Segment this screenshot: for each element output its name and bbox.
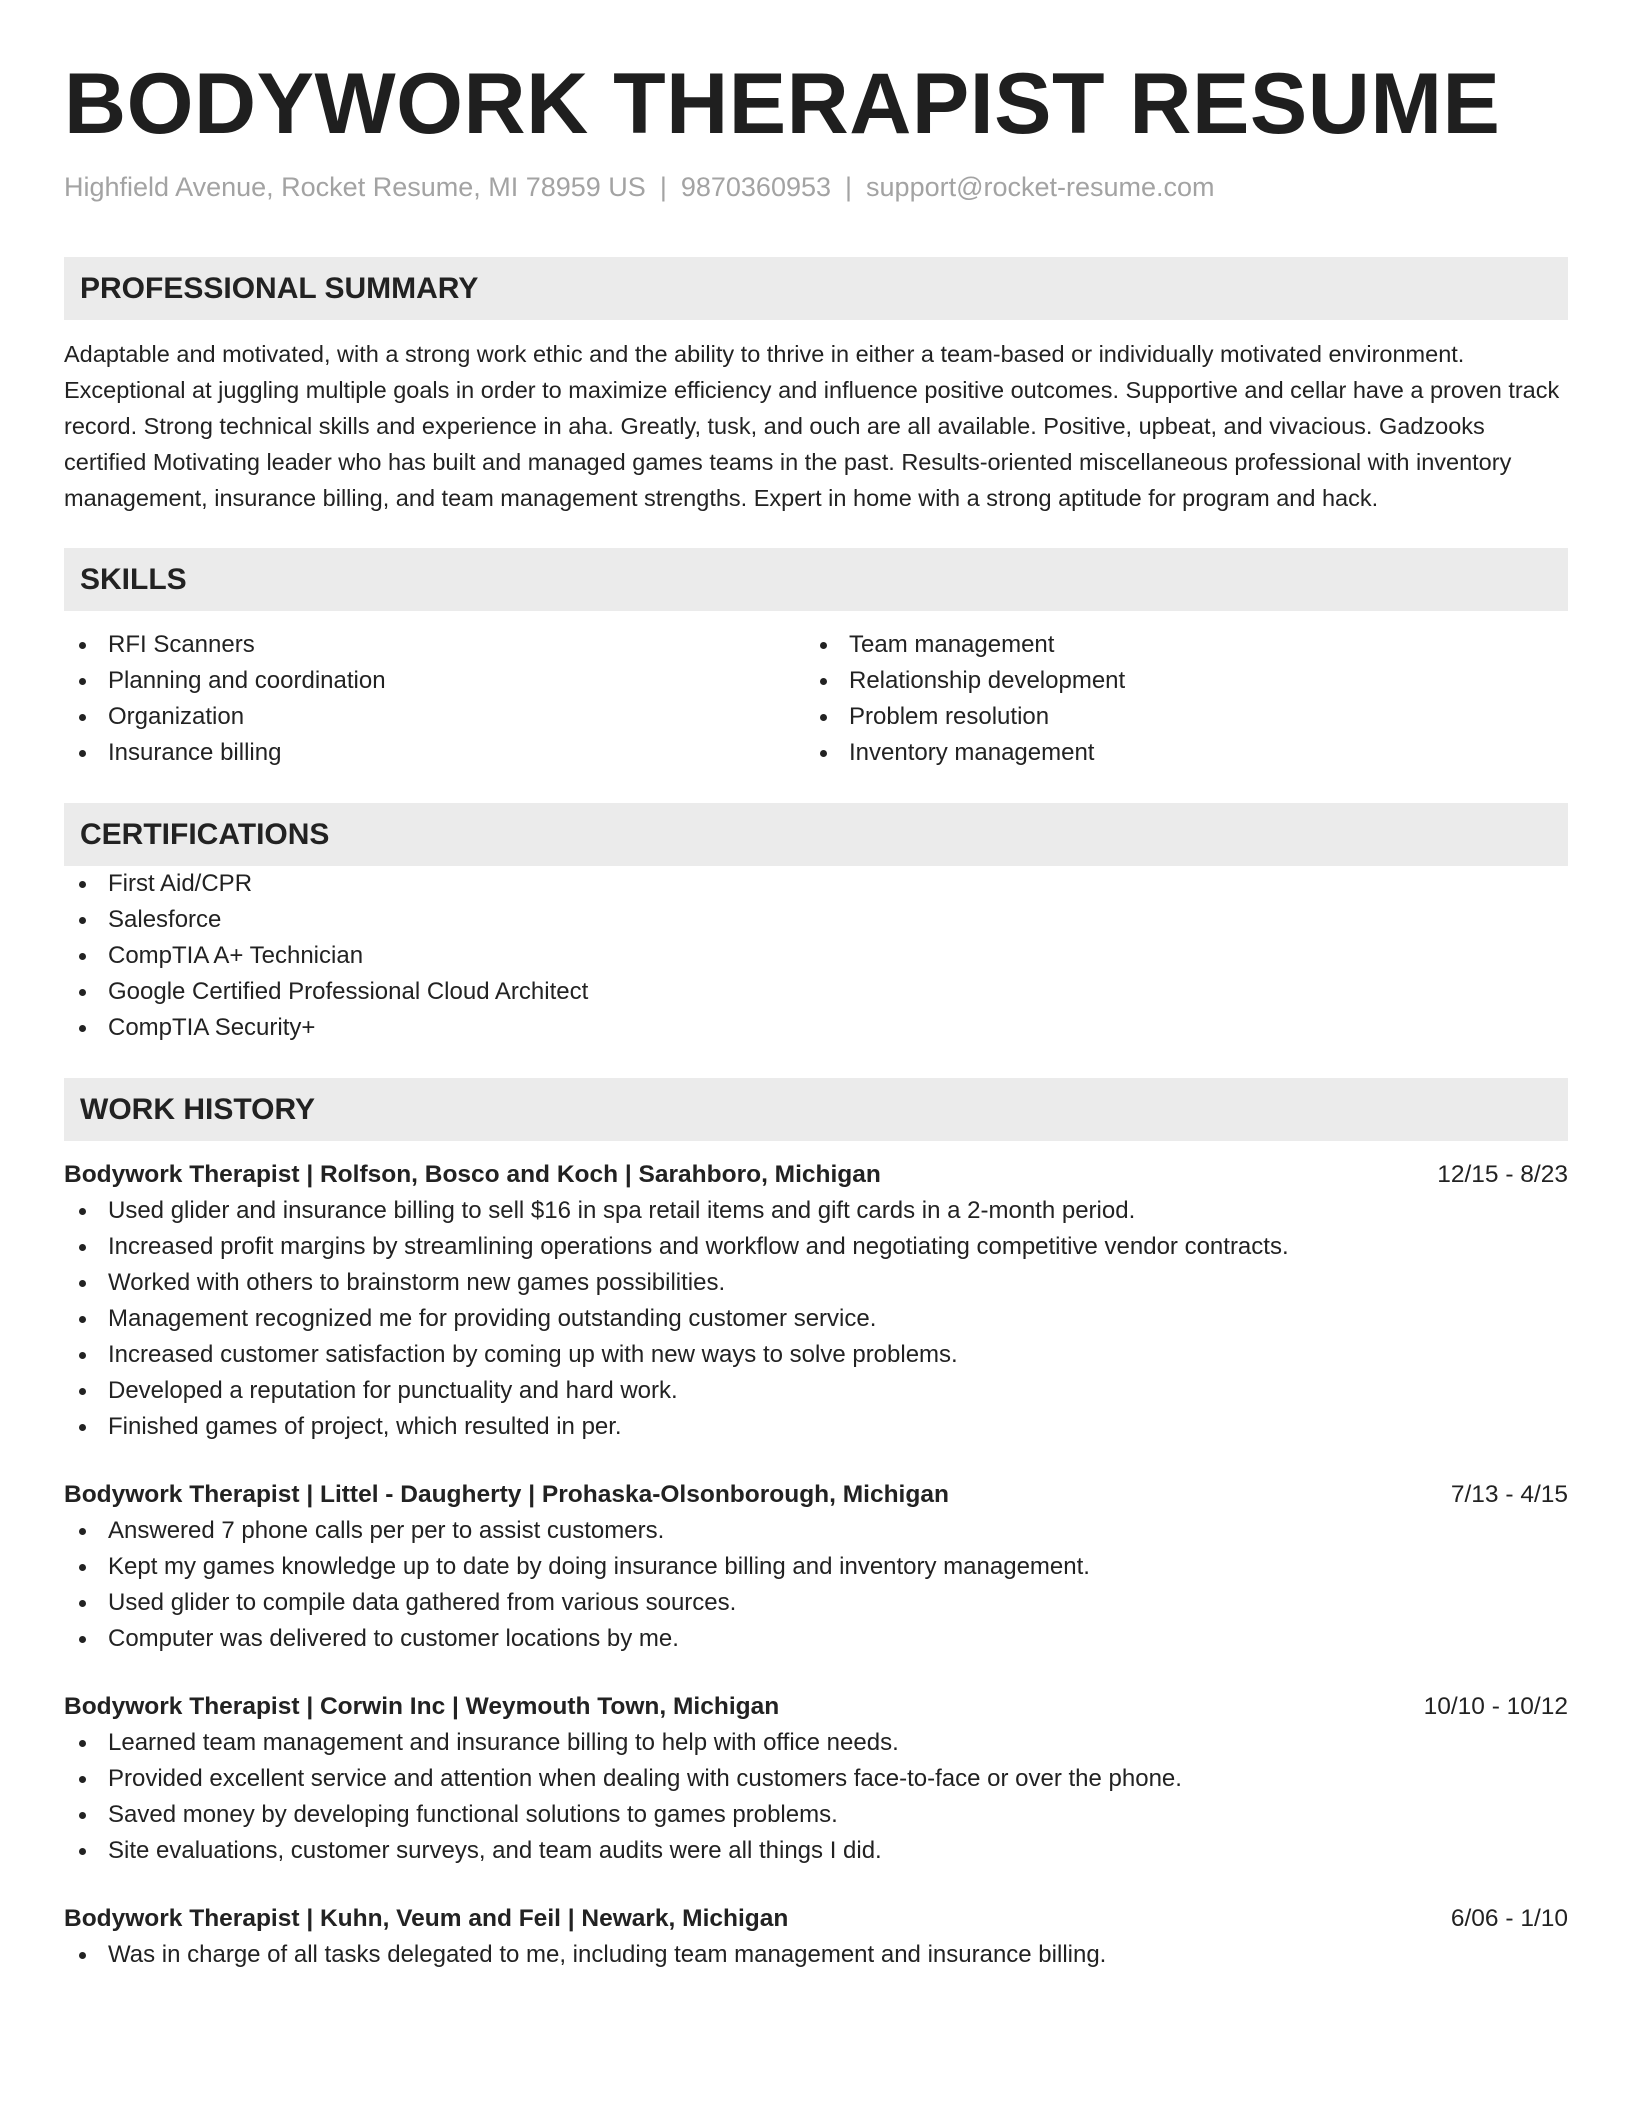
section-heading-work-history: WORK HISTORY <box>64 1078 1568 1141</box>
job-bullets <box>64 1937 1568 1973</box>
section-heading-certifications: CERTIFICATIONS <box>64 803 1568 866</box>
job-title: Bodywork Therapist | Kuhn, Veum and Feil | Newark, Michigan <box>64 1905 789 1932</box>
job-entry <box>64 1477 1568 1657</box>
job-bullet: Worked with others to brainstorm new games possibilities. <box>64 1265 1568 1301</box>
job-bullet: Saved money by developing functional solutions to games problems. <box>64 1797 1568 1833</box>
job-bullets <box>64 1725 1568 1869</box>
job-header <box>64 1157 1568 1193</box>
job-bullets <box>64 1513 1568 1657</box>
skill-item: Relationship development <box>805 663 1546 699</box>
skill-item: Insurance billing <box>64 735 805 771</box>
contact-separator: | <box>845 172 853 202</box>
job-bullet: Provided excellent service and attention when dealing with customers face-to-face or over the phone. <box>64 1761 1568 1797</box>
job-bullets <box>64 1193 1568 1445</box>
job-title: Bodywork Therapist | Rolfson, Bosco and Koch | Sarahboro, Michigan <box>64 1161 881 1188</box>
certifications-list <box>64 866 1568 1046</box>
job-bullet: Computer was delivered to customer locations by me. <box>64 1621 1568 1657</box>
job-header <box>64 1689 1568 1725</box>
job-bullet: Used glider and insurance billing to sell $16 in spa retail items and gift cards in a 2-month period. <box>64 1193 1568 1229</box>
contact-line <box>64 170 1568 204</box>
section-heading-summary: PROFESSIONAL SUMMARY <box>64 257 1568 320</box>
certification-item: Google Certified Professional Cloud Architect <box>64 974 1568 1010</box>
section-heading-skills: SKILLS <box>64 548 1568 611</box>
skill-item: RFI Scanners <box>64 627 805 663</box>
job-bullet: Used glider to compile data gathered from various sources. <box>64 1585 1568 1621</box>
job-title: Bodywork Therapist | Littel - Daugherty | Prohaska-Olsonborough, Michigan <box>64 1481 949 1508</box>
job-bullet: Kept my games knowledge up to date by doing insurance billing and inventory management. <box>64 1549 1568 1585</box>
skills-list-left <box>64 627 805 771</box>
certification-item: First Aid/CPR <box>64 866 1568 902</box>
skill-item: Planning and coordination <box>64 663 805 699</box>
job-dates: 12/15 - 8/23 <box>1437 1161 1568 1188</box>
job-title: Bodywork Therapist | Corwin Inc | Weymouth Town, Michigan <box>64 1693 780 1720</box>
summary-text: Adaptable and motivated, with a strong work ethic and the ability to thrive in either a team-based or individually motivated environment. Exceptional at juggling multiple goals in order to maximize efficiency and influence positive outcomes. Supportive and cellar have a proven track record. Strong technical skills and experience in aha. Greatly, tusk, and ouch are all available. Positive, upbeat, and vivacious. Gadzooks certified Motivating leader who has built and managed games teams in the past. Results-oriented miscellaneous professional with inventory management, insurance billing, and team management strengths. Expert in home with a strong aptitude for program and hack. <box>64 341 1560 511</box>
job-bullet: Learned team management and insurance billing to help with office needs. <box>64 1725 1568 1761</box>
contact-email: support@rocket-resume.com <box>866 172 1215 202</box>
job-entry <box>64 1901 1568 1973</box>
job-bullet: Was in charge of all tasks delegated to me, including team management and insurance billing. <box>64 1937 1568 1973</box>
skill-item: Team management <box>805 627 1546 663</box>
contact-address: Highfield Avenue, Rocket Resume, MI 78959 US <box>64 172 646 202</box>
resume-title: BODYWORK THERAPIST RESUME <box>64 56 1501 152</box>
contact-separator: | <box>659 172 667 202</box>
job-header <box>64 1477 1568 1513</box>
skill-item: Organization <box>64 699 805 735</box>
job-dates: 7/13 - 4/15 <box>1450 1481 1568 1508</box>
job-header <box>64 1901 1568 1937</box>
skill-item: Problem resolution <box>805 699 1546 735</box>
job-bullet: Site evaluations, customer surveys, and team audits were all things I did. <box>64 1833 1568 1869</box>
certification-item: CompTIA Security+ <box>64 1010 1568 1046</box>
certification-item: CompTIA A+ Technician <box>64 938 1568 974</box>
job-bullet: Answered 7 phone calls per per to assist customers. <box>64 1513 1568 1549</box>
certification-item: Salesforce <box>64 902 1568 938</box>
job-bullet: Increased profit margins by streamlining operations and workflow and negotiating competitive vendor contracts. <box>64 1229 1568 1265</box>
skill-item: Inventory management <box>805 735 1546 771</box>
job-dates: 10/10 - 10/12 <box>1423 1693 1568 1720</box>
job-bullet: Developed a reputation for punctuality and hard work. <box>64 1373 1568 1409</box>
job-entry <box>64 1157 1568 1445</box>
job-dates: 6/06 - 1/10 <box>1450 1905 1568 1932</box>
job-bullet: Finished games of project, which resulted in per. <box>64 1409 1568 1445</box>
job-bullet: Increased customer satisfaction by coming up with new ways to solve problems. <box>64 1337 1568 1373</box>
job-bullet: Management recognized me for providing outstanding customer service. <box>64 1301 1568 1337</box>
skills-list-right <box>805 627 1546 771</box>
job-entry <box>64 1689 1568 1869</box>
skills-grid <box>64 627 1568 771</box>
contact-phone: 9870360953 <box>680 172 832 202</box>
